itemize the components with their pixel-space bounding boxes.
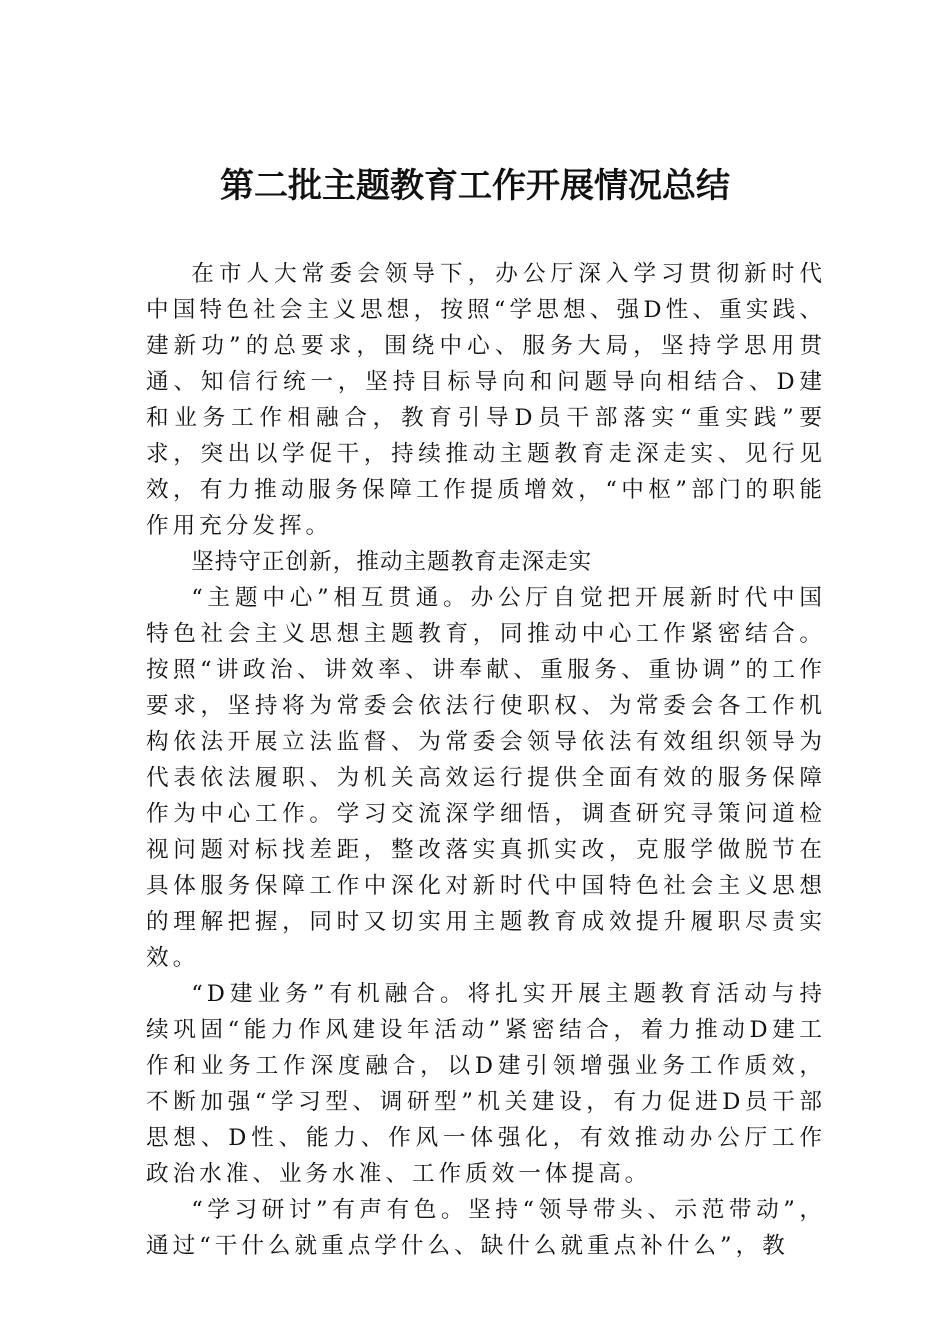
intro-paragraph: 在市人大常委会领导下，办公厅深入学习贯彻新时代中国特色社会主义思想，按照“学思想、强D性、重实践、建新功”的总要求，围绕中心、服务大局，坚持学思用贯通、知信行统一，坚持目标导向和问题导向相结合、D建和业务工作相融合，教育引导D员干部落实“重实践”要求，突出以学促干，持续推动主题教育走深走实、见行见效，有力推动服务保障工作提质增效，“中枢”部门的职能作用充分发挥。 <box>146 261 826 539</box>
document-title: 第二批主题教育工作开展情况总结 <box>220 166 730 206</box>
section-heading: 坚持守正创新，推动主题教育走深走实 <box>191 549 593 575</box>
body-paragraph: “D建业务”有机融合。将扎实开展主题教育活动与持续巩固“能力作风建设年活动”紧密结合，着力推动D建工作和业务工作深度融合，以D建引领增强业务工作质效，不断加强“学习型、调研型”机关建设，有力促进D员干部思想、D性、能力、作风一体强化，有效推动办公厅工作政治水准、业务水准、工作质效一体提高。 <box>146 981 826 1187</box>
document-body <box>146 256 826 1264</box>
body-paragraph: “学习研讨”有声有色。坚持“领导带头、示范带动”，通过“干什么就重点学什么、缺什么就重点补什么”，教 <box>146 1197 826 1259</box>
body-paragraph: “主题中心”相互贯通。办公厅自觉把开展新时代中国特色社会主义思想主题教育，同推动中心工作紧密结合。按照“讲政治、讲效率、讲奉献、重服务、重协调”的工作要求，坚持将为常委会依法行使职权、为常委会各工作机构依法开展立法监督、为常委会领导依法有效组织领导为代表依法履职、为机关高效运行提供全面有效的服务保障作为中心工作。学习交流深学细悟，调查研究寻策问道检视问题对标找差距，整改落实真抓实改，克服学做脱节在具体服务保障工作中深化对新时代中国特色社会主义思想的理解把握，同时又切实用主题教育成效提升履职尽责实效。 <box>146 585 826 971</box>
